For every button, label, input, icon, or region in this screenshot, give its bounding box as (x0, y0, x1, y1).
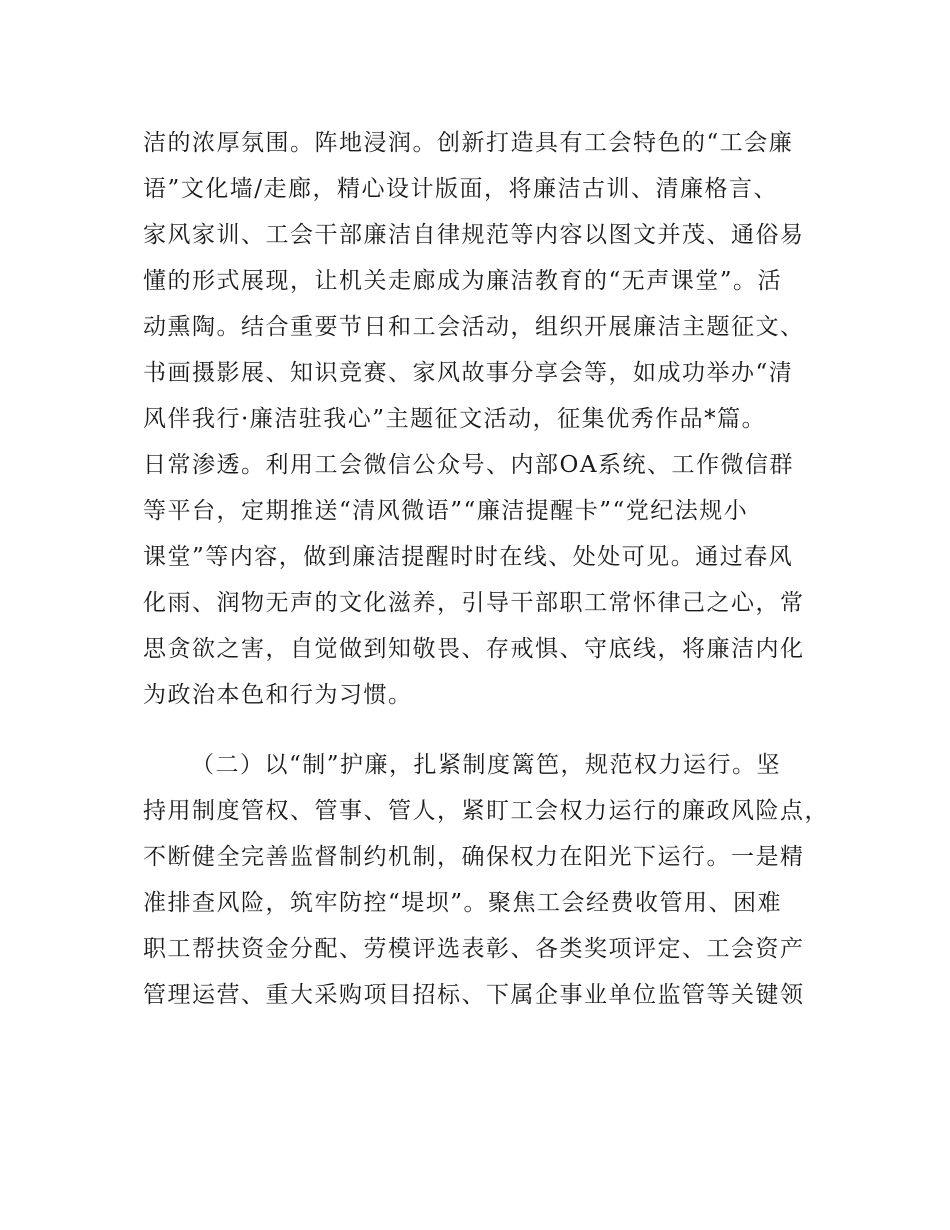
paragraph-line: 动熏陶。结合重要节日和工会活动，组织开展廉洁主题征文、 (143, 314, 805, 340)
section-heading-line: （二）以“制”护廉，扎紧制度篱笆，规范权力运行。坚 (191, 752, 782, 778)
paragraph-line: 化雨、润物无声的文化滋养，引导干部职工常怀律己之心，常 (143, 590, 805, 616)
paragraph-line: 语”文化墙/走廊，精心设计版面，将廉洁古训、清廉格言、 (143, 176, 779, 202)
paragraph-line: 准排查风险，筑牢防控“堤坝”。聚焦工会经费收管用、困难 (143, 890, 783, 916)
paragraph-line: 课堂”等内容，做到廉洁提醒时时在线、处处可见。通过春风 (143, 544, 794, 570)
paragraph-line: 为政治本色和行为习惯。 (143, 682, 413, 708)
paragraph-line: 懂的形式展现，让机关走廊成为廉洁教育的“无声课堂”。活 (143, 268, 783, 294)
paragraph-line: 家风家训、工会干部廉洁自律规范等内容以图文并茂、通俗易 (143, 222, 805, 248)
paragraph-line: 洁的浓厚氛围。阵地浸润。创新打造具有工会特色的“工会廉 (143, 130, 794, 156)
paragraph-line: 书画摄影展、知识竞赛、家风故事分享会等，如成功举办“清 (143, 360, 794, 386)
paragraph-line: 思贪欲之害，自觉做到知敬畏、存戒惧、守底线，将廉洁内化 (143, 636, 805, 662)
paragraph-line: 持用制度管权、管事、管人，紧盯工会权力运行的廉政风险点， (143, 798, 829, 824)
paragraph-line: 日常渗透。利用工会微信公众号、内部OA系统、工作微信群 (143, 452, 794, 478)
paragraph-line: 职工帮扶资金分配、劳模评选表彰、各类奖项评定、工会资产 (143, 936, 805, 962)
paragraph-line: 不断健全完善监督制约机制，确保权力在阳光下运行。一是精 (143, 844, 805, 870)
paragraph-line: 管理运营、重大采购项目招标、下属企事业单位监管等关键领 (143, 982, 805, 1008)
paragraph-line: 等平台，定期推送“清风微语”“廉洁提醒卡”“党纪法规小 (143, 498, 749, 524)
paragraph-line: 风伴我行·廉洁驻我心”主题征文活动，征集优秀作品*篇。 (143, 406, 767, 432)
